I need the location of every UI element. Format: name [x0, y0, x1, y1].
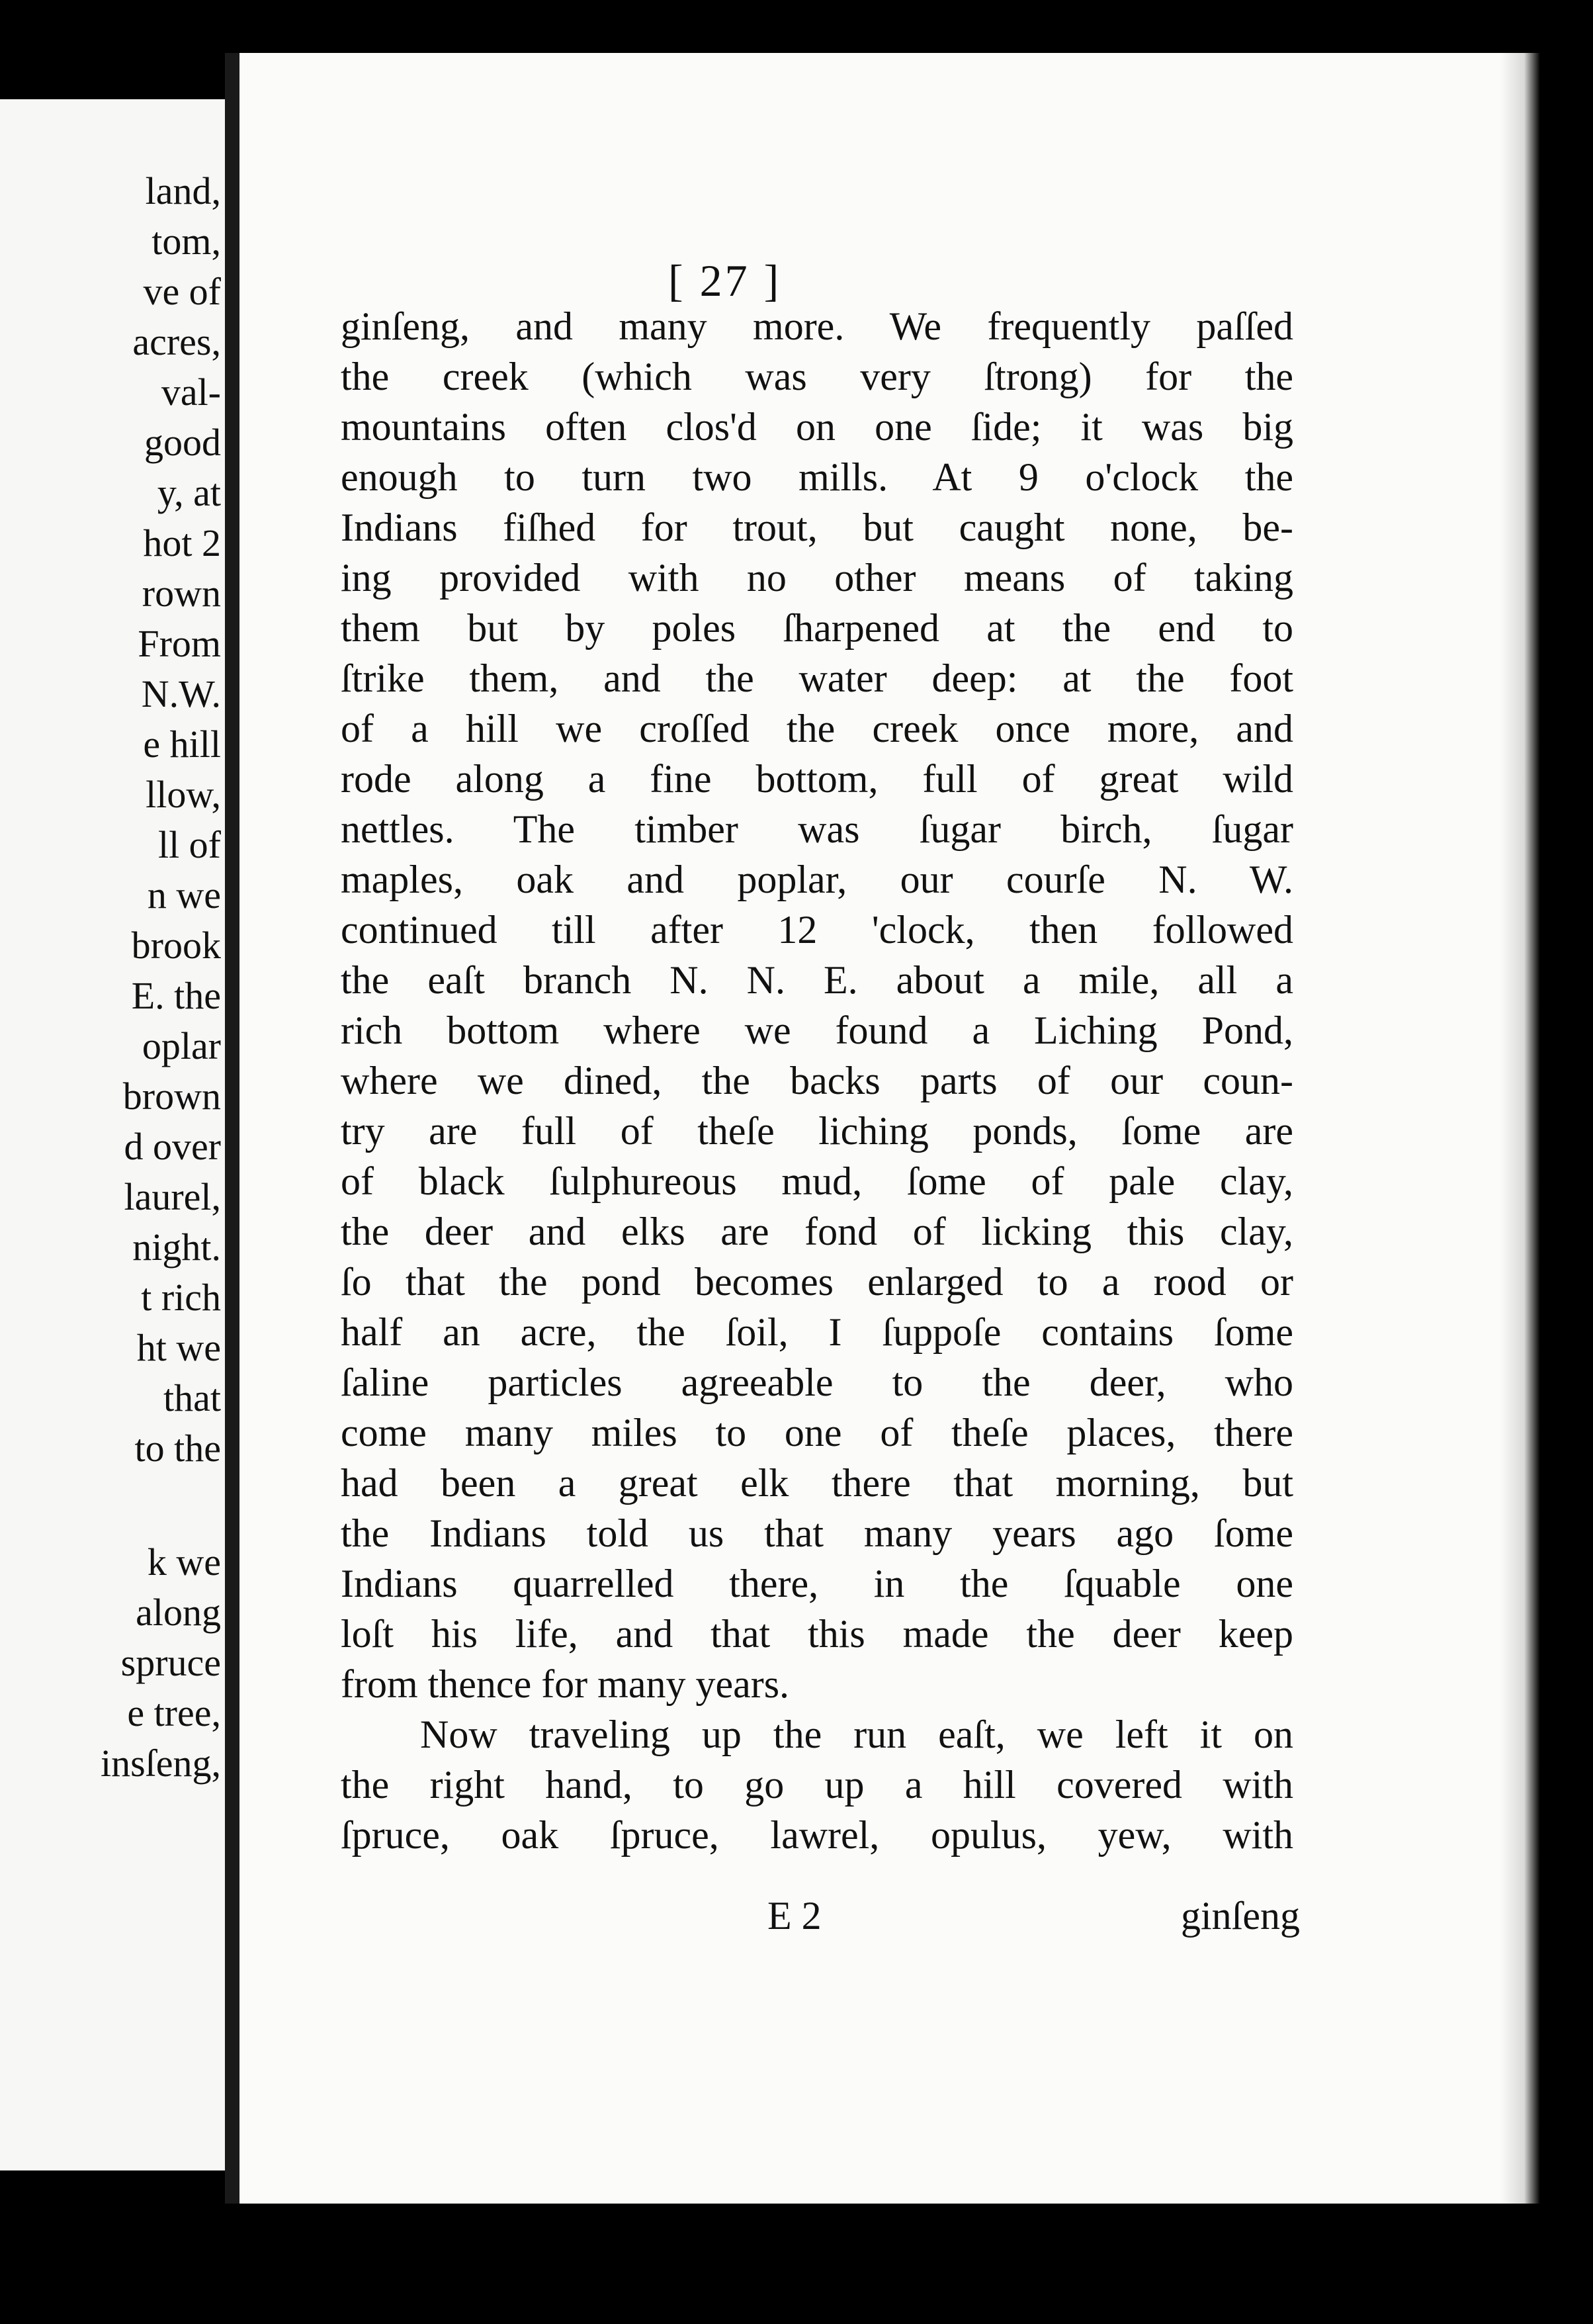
catchword: ginſeng — [1181, 1894, 1300, 1938]
left-page-line: to the — [134, 1427, 221, 1470]
left-page-line: land, — [145, 169, 221, 212]
left-page-line: acres, — [132, 320, 221, 363]
text-line: half an acre, the ſoil, I ſuppoſe contains ſome — [341, 1310, 1293, 1354]
text-line: ſpruce, oak ſpruce, lawrel, opulus, yew, with — [341, 1813, 1293, 1857]
text-line: enough to turn two mills. At 9 o'clock the — [341, 455, 1293, 499]
text-line: mountains often clos'd on one ſide; it was big — [341, 405, 1293, 449]
text-line: ginſeng, and many more. We frequently paſſed — [341, 304, 1293, 348]
left-page-line: From — [138, 622, 221, 665]
text-line: come many miles to one of theſe places, there — [341, 1411, 1293, 1454]
left-page-line: along — [136, 1591, 221, 1634]
text-line: loſt his life, and that this made the deer keep — [341, 1612, 1293, 1656]
left-page-line: e tree, — [127, 1691, 221, 1734]
left-page-line: t rich — [141, 1276, 221, 1319]
scan-border-bottom — [0, 2204, 1593, 2324]
text-line: Indians fiſhed for trout, but caught none, be- — [341, 506, 1293, 549]
text-line: the creek (which was very ſtrong) for the — [341, 355, 1293, 398]
left-page-line: ve of — [143, 270, 221, 313]
left-page-line: oplar — [142, 1024, 221, 1067]
left-page-fragment — [0, 99, 237, 2170]
left-page-line: laurel, — [124, 1175, 221, 1218]
signature-mark: E 2 — [767, 1894, 822, 1938]
text-line: had been a great elk there that morning, but — [341, 1461, 1293, 1505]
left-page-line: d over — [124, 1125, 221, 1168]
left-page-line: rown — [142, 572, 221, 615]
left-page-line: hot 2 — [143, 521, 221, 564]
left-page-line: good — [144, 421, 221, 464]
left-page-line: e hill — [143, 723, 221, 766]
left-page-line: night. — [132, 1226, 221, 1269]
text-line: of black ſulphureous mud, ſome of pale clay, — [341, 1159, 1293, 1203]
text-line: rich bottom where we found a Liching Pond, — [341, 1008, 1293, 1052]
text-line: where we dined, the backs parts of our coun- — [341, 1059, 1293, 1102]
body-text — [341, 301, 1293, 1860]
text-line: Now traveling up the run eaſt, we left it on — [420, 1713, 1293, 1756]
text-line: try are full of theſe liching ponds, ſome are — [341, 1109, 1293, 1153]
left-page-line: insſeng, — [100, 1742, 221, 1785]
text-line: the deer and elks are fond of licking this clay, — [341, 1210, 1293, 1253]
text-line: the eaſt branch N. N. E. about a mile, all a — [341, 958, 1293, 1002]
page-footer — [341, 1889, 1300, 1942]
left-page-line: brown — [122, 1075, 221, 1118]
right-page-edge — [1500, 53, 1540, 2217]
left-page-line: k we — [147, 1541, 221, 1584]
text-line: ſaline particles agreeable to the deer, who — [341, 1361, 1293, 1404]
text-line: rode along a fine bottom, full of great wild — [341, 757, 1293, 801]
left-page-line: E. the — [131, 974, 221, 1017]
left-page-line: N.W. — [141, 672, 221, 715]
left-page-line: n we — [147, 873, 221, 916]
text-line: ſo that the pond becomes enlarged to a rood or — [341, 1260, 1293, 1304]
left-page-line: that — [163, 1376, 221, 1419]
text-line: of a hill we croſſed the creek once more, and — [341, 707, 1293, 750]
text-line: Indians quarrelled there, in the ſquable one — [341, 1562, 1293, 1605]
left-page-line: llow, — [146, 773, 221, 816]
text-line: nettles. The timber was ſugar birch, ſugar — [341, 807, 1293, 851]
text-line: ſtrike them, and the water deep: at the foot — [341, 656, 1293, 700]
left-page-line: val- — [161, 371, 221, 414]
text-line: maples, oak and poplar, our courſe N. W. — [341, 858, 1293, 901]
text-line: from thence for many years. — [341, 1662, 790, 1706]
text-line: the right hand, to go up a hill covered with — [341, 1763, 1293, 1807]
left-page-line: y, at — [157, 471, 221, 514]
text-line: ing provided with no other means of taking — [341, 556, 1293, 600]
left-page-line: spruce — [120, 1641, 221, 1684]
left-page-line: tom, — [151, 220, 221, 263]
text-line: them but by poles ſharpened at the end to — [341, 606, 1293, 650]
text-line: the Indians told us that many years ago ſome — [341, 1511, 1293, 1555]
text-line: continued till after 12 'clock, then followed — [341, 908, 1293, 952]
page-number: [ 27 ] — [668, 255, 782, 306]
left-page-line: brook — [131, 924, 221, 967]
left-page-line: ht we — [136, 1326, 221, 1369]
left-page-line: ll of — [157, 823, 221, 866]
